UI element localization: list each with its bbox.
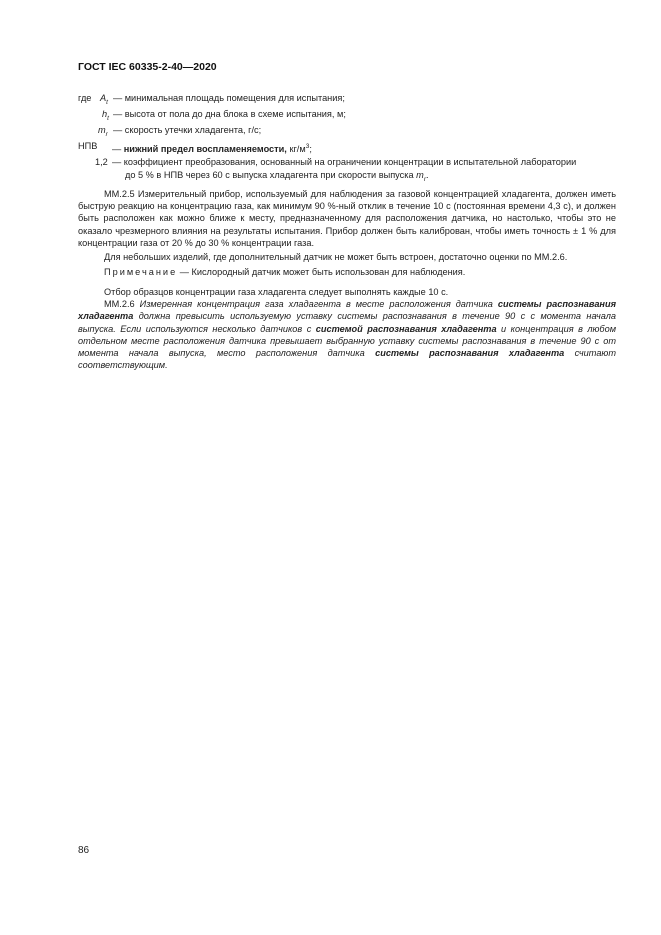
document-header: ГОСТ IEC 60335-2-40—2020	[78, 61, 217, 73]
definition-height-text: — высота от пола до дна блока в схеме испытания, м;	[113, 109, 346, 119]
symbol-coefficient: 1,2	[95, 157, 108, 167]
page-number: 86	[78, 845, 90, 856]
symbol-area: $A_t$	[100, 93, 108, 106]
clause-mm25-text: ММ.2.5 Измерительный прибор, используемый для наблюдения за газовой концентрацией хладагента, должен иметь быструю реакцию на концентрацию газа, как минимум 90 %-ный отклик в течение 10 с (постоянная времени 4,3 с), и должен быть расположен как можно ближе к месту, предназначенному для расположения датчика, но настолько, чтобы это не оказало чрезмерного влияния на результаты испытания. Прибор должен быть калиброван, чтобы иметь точность ± 1 % для концентрации газа от 20 % до 30 % концентрации газа.	[78, 189, 616, 248]
definition-leak-rate-text: — скорость утечки хладагента, г/с;	[113, 125, 262, 135]
symbol-height: $h_t$	[102, 109, 109, 122]
note-text: — Кислородный датчик может быть использован для наблюдения.	[177, 267, 466, 277]
clause-mm26	[78, 286, 616, 371]
definition-area-text: — минимальная площадь помещения для испытания;	[113, 93, 345, 103]
definition-coefficient-line2: до 5 % в НПВ через 60 с выпуска хладагента при скорости выпуска $m_r$.	[125, 170, 429, 183]
sampling-text: Отбор образцов концентрации газа хладагента следует выполнять каждые 10 с.	[104, 287, 449, 297]
definition-lfl-text: — нижний предел воспламеняемости, $кг/м^3$;	[112, 143, 312, 155]
symbol-lfl: НПВ	[78, 141, 98, 151]
small-products-text: Для небольших изделий, где дополнительный датчик не может быть встроен, достаточно оценки по ММ.2.6.	[104, 252, 568, 263]
symbol-leak-rate: $m_r$	[98, 125, 108, 138]
clause-mm25	[78, 188, 616, 263]
clause-mm26-text: ММ.2.6 Измеренная концентрация газа хладагента в месте расположения датчика системы распознавания хладагента должна превысить используемую уставку системы распознавания в течение 90 с с момента начала выпуска. Если используются несколько датчиков с системой распознавания хладагента и концентрация в любом отдельном месте расположения датчика превышает выбранную уставку системы распознавания в течение 90 с от момента начала выпуска, место расположения датчика системы распознавания хладагента считают соответствующим.	[78, 299, 617, 371]
definition-coefficient-line1: — коэффициент преобразования, основанный на ограничении концентрации в испытательной лаборатории	[112, 157, 577, 167]
where-label: где	[78, 93, 92, 103]
note	[78, 266, 616, 278]
note-label: Примечание	[104, 267, 178, 277]
